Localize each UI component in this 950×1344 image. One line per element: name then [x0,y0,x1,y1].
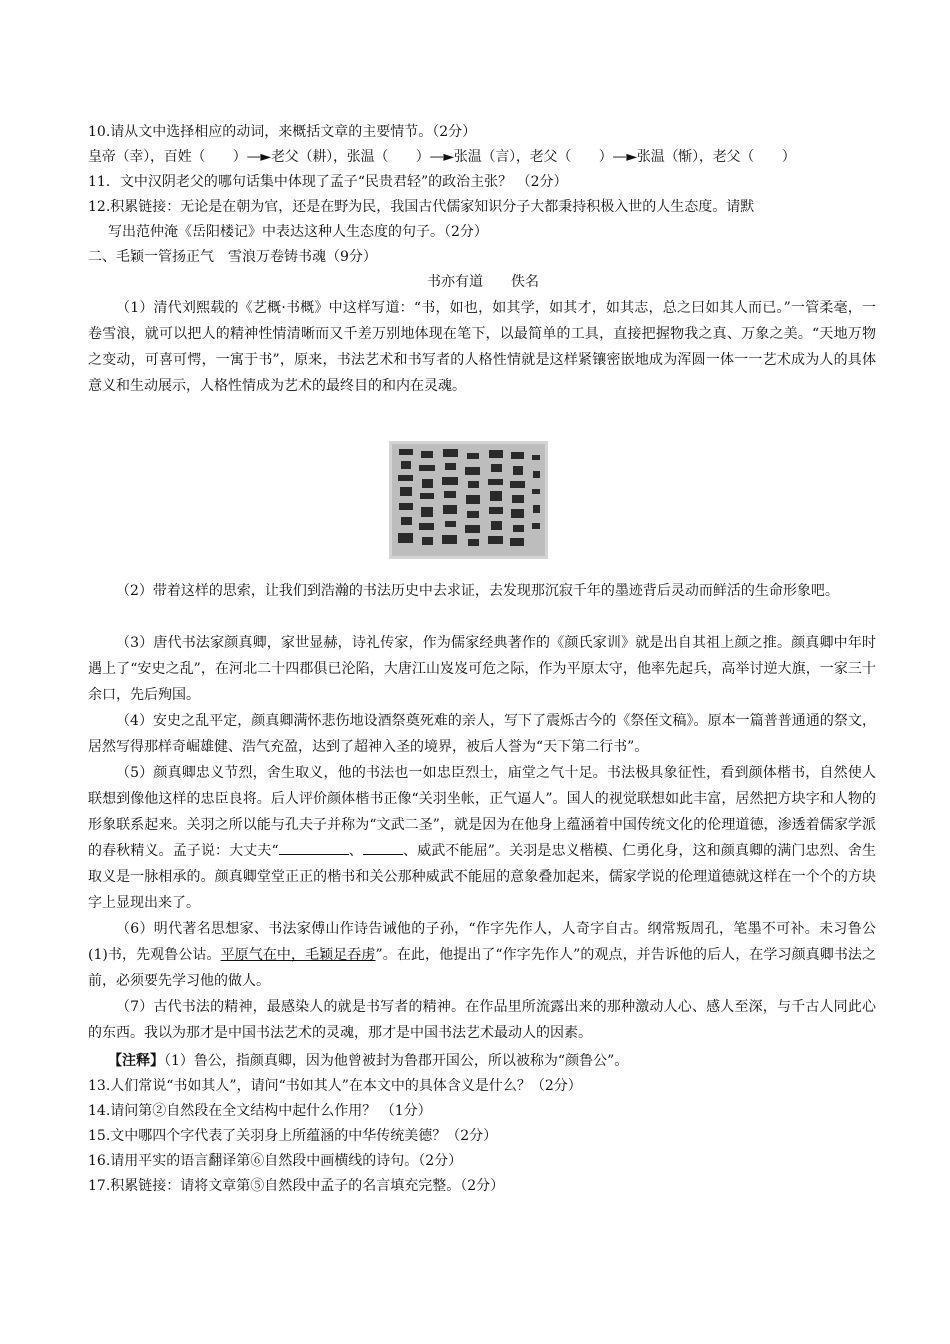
section-2-heading: 二、毛颖一管扬正气 雪浪万卷铸书魂（9分） [88,249,377,265]
question-17: 17.积累链接：请将文章第⑤自然段中孟子的名言填充完整。（2分） [88,1178,505,1194]
article-author: 佚名 [511,274,539,290]
paragraph-5 [88,760,876,916]
paragraph-4: （4）安史之乱平定，颜真卿满怀悲伤地设酒祭奠死难的亲人，写下了震烁古今的《祭侄文稿》。原本一篇普普通通的祭文，居然写得那样奇崛雄健、浩气充盈，达到了超神入圣的境界，被后人誉为“天下第二行书”。 [88,713,876,755]
underlined-poem-line: 平原气在中，毛颖足吞虏 [220,947,376,963]
question-16: 16.请用平实的语言翻译第⑥自然段中画横线的诗句。（2分） [88,1153,463,1169]
question-11: 11．文中汉阴老父的哪句话集中体现了孟子“民贵君轻”的政治主张？ （2分） [88,174,568,190]
paragraph-3: （3）唐代书法家颜真卿，家世显赫，诗礼传家，作为儒家经典著作的《颜氏家训》就是出自其祖上颜之推。颜真卿中年时遇上了“安史之乱”，在河北二十四郡俱已沦陷，大唐江山岌岌可危之际，作为平原太守，他率先起兵，高举讨逆大旗，一家三十余口，先后殉国。 [88,635,876,703]
footnote-label: 【注释】 [108,1053,164,1069]
question-10: 10.请从文中选择相应的动词，来概括文章的主要情节。（2分） [88,124,477,140]
paragraph-5-part2: 、威武不能屈”。关羽是忠义楷模、仁勇化身，这和颜真卿的满门忠烈、舍生取义是一脉相承的。颜真卿堂堂正正的楷书和关公那种威武不能屈的意象叠加起来，儒家学说的伦理道德就这样在一个个的方块字上显现出来了。 [88,843,876,911]
paragraph-6-part2: ”。在此，他提出了“作字先作人”的观点，并告诉他的后人，在学习颜真卿书法之前，必须要先学习他的做人。 [88,947,876,989]
question-12-line2: 写出范仲淹《岳阳楼记》中表达这种人生态度的句子。（2分） [108,224,488,240]
paragraph-2: （2）带着这样的思索，让我们到浩瀚的书法历史中去求证，去发现那沉寂千年的墨迹背后灵动而鲜活的生命形象吧。 [116,583,839,599]
paragraph-1: （1）清代刘熙载的《艺概·书概》中这样写道：“书，如也，如其学，如其才，如其志，总之曰如其人而已。”一管柔毫，一卷雪浪，就可以把人的精神性情清晰而又千差万别地体现在笔下，以最简单的工具，直接把握物我之真、万象之美。“天地万物之变动，可喜可愕，一寓于书”，原来，书法艺术和书写者的人格性情就是这样紧镶密嵌地成为浑圆一体一一艺术成为人的具体意义和生动展示，人格性情成为艺术的最终目的和内在灵魂。 [88,300,876,394]
footnote-text: （1）鲁公，指颜真卿，因为他曾被封为鲁郡开国公，所以被称为“颜鲁公”。 [164,1053,629,1069]
question-13: 13.人们常说“书如其人”，请问“书如其人”在本文中的具体含义是什么？（2分） [88,1078,582,1094]
paragraph-7: （7）古代书法的精神，最感染人的就是书写者的精神。在作品里所流露出来的那种激动人心、感人至深，与千古人同此心的东西。我以为那才是中国书法艺术的灵魂，那才是中国书法艺术最动人的因素。 [88,999,876,1041]
question-12-line1: 12.积累链接：无论是在朝为官，还是在野为民，我国古代儒家知识分子大都秉持积极入世的人生态度。请默 [88,199,755,215]
paragraph-6 [88,916,876,994]
article-title: 书亦有道 [427,274,483,290]
question-15: 15.文中哪四个字代表了关羽身上所蕴涵的中华传统美德？（2分） [88,1128,498,1144]
question-14: 14.请问第②自然段在全文结构中起什么作用？ （1分） [88,1103,432,1119]
fill-in-blank-1[interactable] [279,840,349,855]
paragraph-5-separator: 、 [348,843,363,859]
paragraph-5-part1: （5）颜真卿忠义节烈，舍生取义，他的书法也一如忠臣烈士，庙堂之气十足。书法极具象征性，看到颜体楷书，自然使人联想到像他这样的忠臣良将。后人评价颜体楷书正像“关羽坐帐，正气逼人”。国人的视觉联想如此丰富，居然把方块字和人物的形象联系起来。关羽之所以能与孔夫子并称为“文武二圣”，就是因为在他身上蕴涵着中国传统文化的伦理道德，渗透着儒家学派的春秋精义。孟子说：大丈夫“ [88,765,876,859]
paragraph-6-part1: （6）明代著名思想家、书法家傅山作诗告诫他的子孙，“作字先作人，人奇字自古。纲常叛周孔，笔墨不可补。未习鲁公(1)书，先观鲁公诂。 [88,921,876,963]
calligraphy-image [389,441,548,559]
question-10-chain: 皇帝（幸），百姓（ ）—►老父（耕），张温（ ）—►张温（言），老父（ ）—►张温（惭），老父（ ） [88,149,796,165]
fill-in-blank-2[interactable] [363,840,403,855]
footnote [108,1049,898,1073]
article-heading [88,270,878,294]
